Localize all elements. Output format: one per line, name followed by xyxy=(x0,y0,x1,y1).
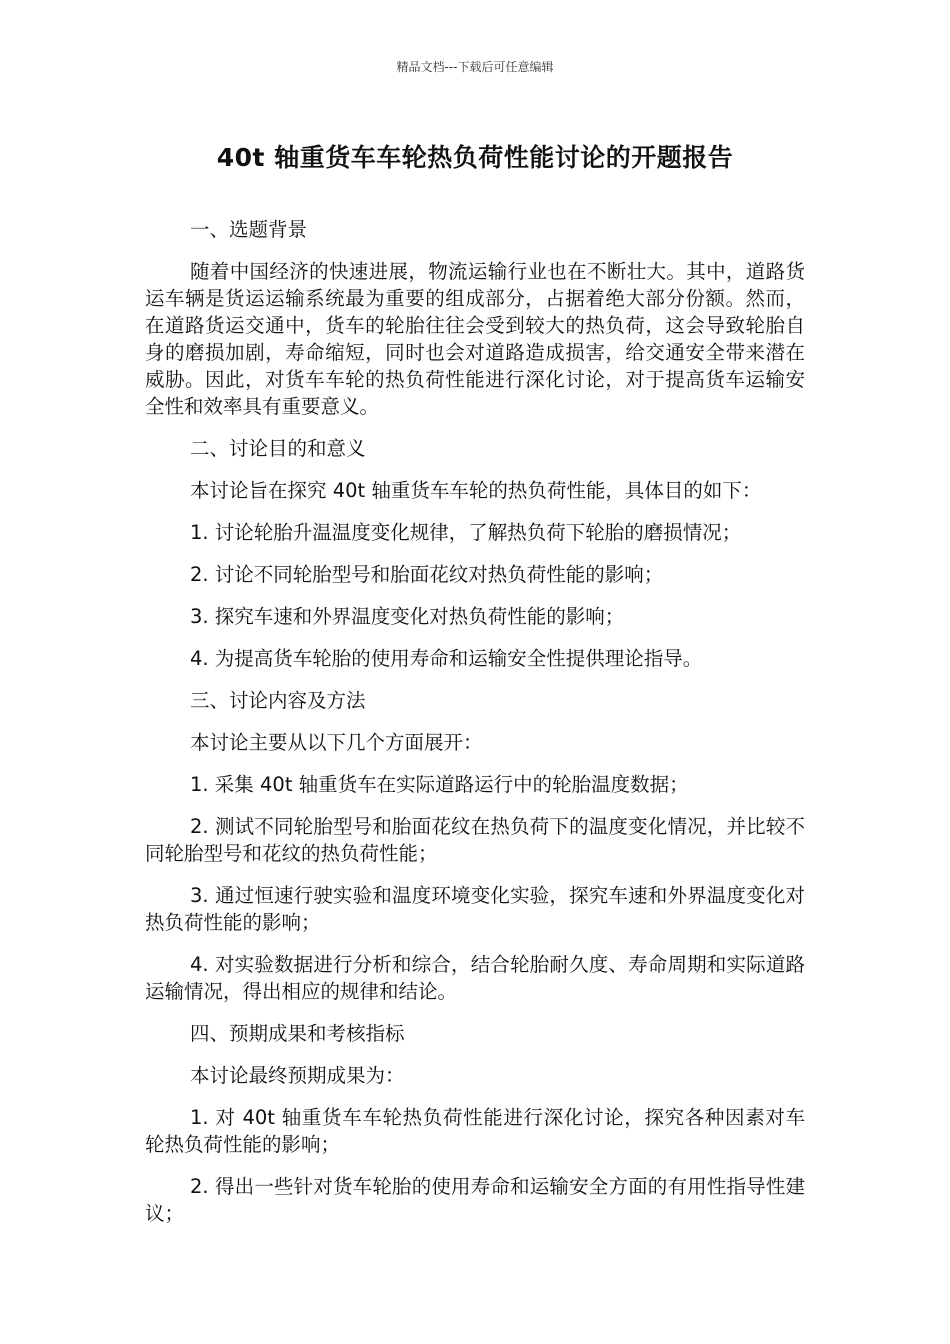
purpose-item: 1. 讨论轮胎升温温度变化规律，了解热负荷下轮胎的磨损情况； xyxy=(190,521,742,544)
methods-item: 2. 测试不同轮胎型号和胎面花纹在热负荷下的温度变化情况，并比较不同轮胎型号和花纹的热负荷性能； xyxy=(145,815,805,865)
document-title: 40t 轴重货车车轮热负荷性能讨论的开题报告 xyxy=(216,143,734,172)
section-heading-methods: 三、讨论内容及方法 xyxy=(190,689,366,712)
section-heading-purpose: 二、讨论目的和意义 xyxy=(190,437,366,460)
page-header-note: 精品文档---下载后可任意编辑 xyxy=(396,60,554,74)
methods-item: 4. 对实验数据进行分析和综合，结合轮胎耐久度、寿命周期和实际道路运输情况，得出相应的规律和结论。 xyxy=(145,953,805,1003)
purpose-item: 4. 为提高货车轮胎的使用寿命和运输安全性提供理论指导。 xyxy=(190,647,703,670)
document-body xyxy=(145,216,805,1242)
section-heading-outcomes: 四、预期成果和考核指标 xyxy=(190,1022,405,1045)
methods-item: 1. 采集 40t 轴重货车在实际道路运行中的轮胎温度数据； xyxy=(190,773,689,796)
methods-intro: 本讨论主要从以下几个方面展开： xyxy=(190,731,483,754)
outcomes-intro: 本讨论最终预期成果为： xyxy=(190,1064,405,1087)
outcomes-item: 1. 对 40t 轴重货车车轮热负荷性能进行深化讨论，探究各种因素对车轮热负荷性能的影响； xyxy=(145,1106,805,1156)
purpose-intro: 本讨论旨在探究 40t 轴重货车车轮的热负荷性能，具体目的如下： xyxy=(190,479,762,502)
methods-item: 3. 通过恒速行驶实验和温度环境变化实验，探究车速和外界温度变化对热负荷性能的影响； xyxy=(145,884,805,934)
section-heading-background: 一、选题背景 xyxy=(190,218,308,241)
outcomes-item: 2. 得出一些针对货车轮胎的使用寿命和运输安全方面的有用性指导性建议； xyxy=(145,1175,805,1225)
purpose-item: 2. 讨论不同轮胎型号和胎面花纹对热负荷性能的影响； xyxy=(190,563,664,586)
purpose-item: 3. 探究车速和外界温度变化对热负荷性能的影响； xyxy=(190,605,625,628)
background-paragraph: 随着中国经济的快速进展，物流运输行业也在不断壮大。其中，道路货运车辆是货运运输系统最为重要的组成部分，占据着绝大部分份额。然而，在道路货运交通中，货车的轮胎往往会受到较大的热负荷，这会导致轮胎自身的磨损加剧，寿命缩短，同时也会对道路造成损害，给交通安全带来潜在威胁。因此，对货车车轮的热负荷性能进行深化讨论，对于提高货车运输安全性和效率具有重要意义。 xyxy=(145,260,805,418)
